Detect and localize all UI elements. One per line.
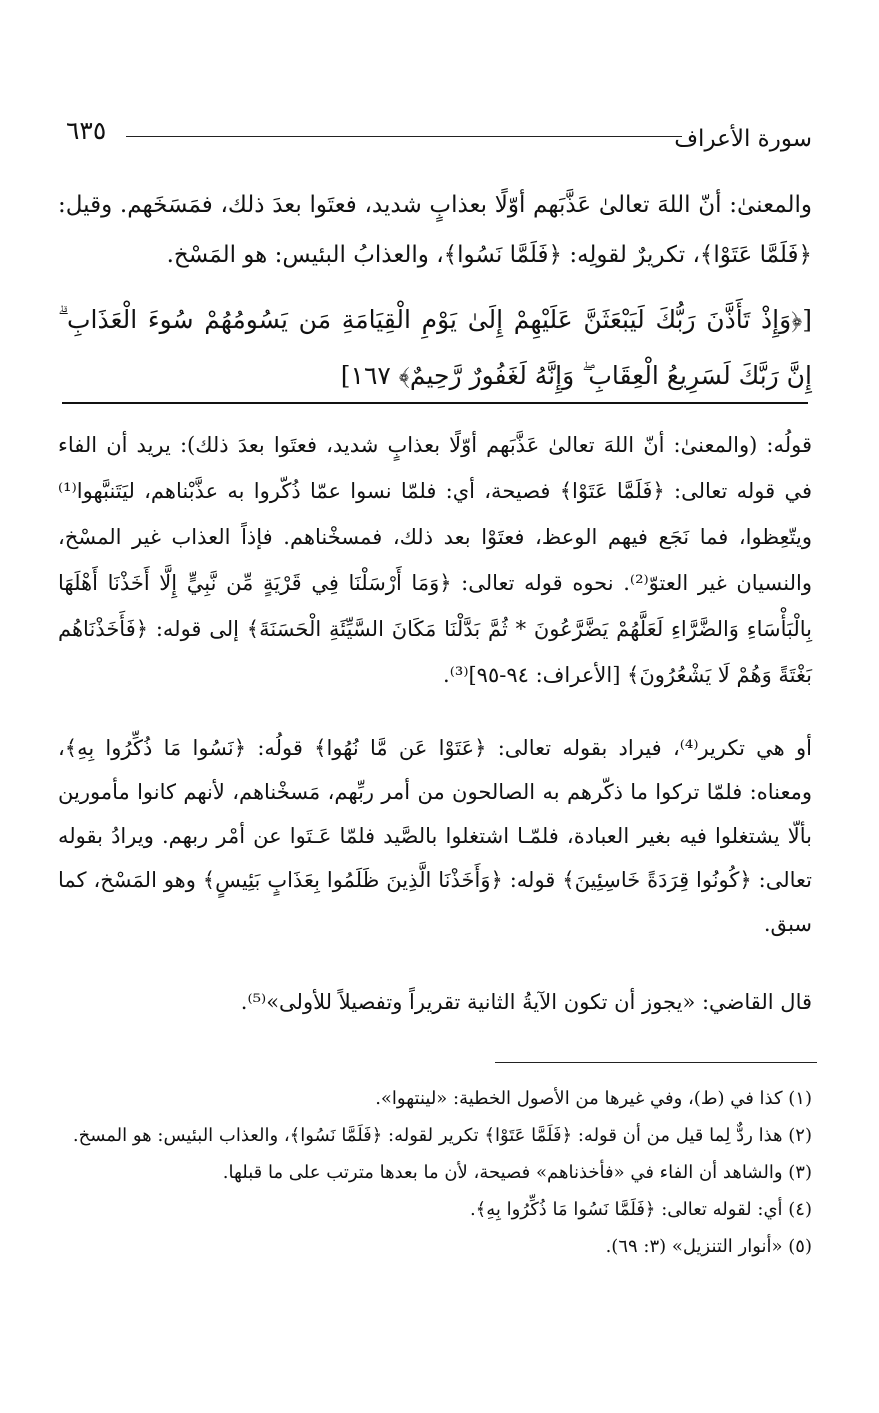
footnote-rule bbox=[495, 1062, 817, 1063]
section-divider bbox=[62, 402, 808, 404]
commentary-paragraph-3: قال القاضي: «يجوز أن تكون الآيةُ الثانية تقريراً وتفصيلاً للأولى»⁽⁵⁾. bbox=[240, 990, 812, 1014]
page-number: ٦٣٥ bbox=[66, 116, 107, 145]
commentary-paragraph-2: أو هي تكرير⁽⁴⁾، فيراد بقوله تعالى: ﴿عَتَوْا عَن مَّا نُهُوا﴾ قولُه: ﴿نَسُوا مَا ذُكِّرُوا بِهِ﴾، ومعناه: فلمّا تركوا ما ذكّرهم به الصالحون من أمر ربِّهم، مَسخْناهم، لأنهم كانوا مأمورين بألّا يشتغلوا فيه بغير العبادة، فلمّـا اشتغلوا بالصَّيد فلمّا عَـتَوا عن أمْر ربهم. ويرادُ بقوله تعالى: ﴿كُونُوا قِرَدَةً خَاسِئِينَ﴾ قوله: ﴿وَأَخَذْنَا الَّذِينَ ظَلَمُوا بِعَذَابٍ بَئِيسٍ﴾ وهو المَسْخ، كما سبق. bbox=[58, 736, 812, 936]
footnote-5: (٥) «أنوار التنزيل» (٣: ٦٩). bbox=[605, 1236, 812, 1257]
main-text: والمعنىٰ: أنّ اللهَ تعالىٰ عَذَّبَهم أوّلًا بعذابٍ شديد، فعتَوا بعدَ ذلك، فمَسَخَهم. وقيل: ﴿فَلَمَّا عَتَوْا﴾، تكريرٌ لقولِه: ﴿فَلَمَّا نَسُوا﴾، والعذابُ البئيس: هو المَسْخ. bbox=[58, 192, 812, 268]
footnote-3: (٣) والشاهد أن الفاء في «فأخذناهم» فصيحة، لأن ما بعدها مترتب على ما قبلها. bbox=[222, 1162, 812, 1183]
surah-name: سورة الأعراف bbox=[674, 126, 812, 152]
footnote-4: (٤) أي: لقوله تعالى: ﴿فَلَمَّا نَسُوا مَا ذُكِّرُوا بِهِ﴾. bbox=[469, 1199, 812, 1220]
footnotes bbox=[58, 1080, 812, 1265]
page-header bbox=[58, 116, 812, 150]
quran-verse: [﴿وَإِذْ تَأَذَّنَ رَبُّكَ لَيَبْعَثَنَّ عَلَيْهِمْ إِلَىٰ يَوْمِ الْقِيَامَةِ مَن يَسُومُهُمْ سُوءَ الْعَذَابِ ۗ إِنَّ رَبَّكَ لَسَرِيعُ الْعِقَابِ ۖ وَإِنَّهُ لَغَفُورٌ رَّحِيمٌ﴾ ١٦٧] bbox=[58, 305, 812, 390]
commentary-paragraph-1: قولُه: (والمعنىٰ: أنّ اللهَ تعالىٰ عَذَّبَهم أوّلًا بعذابٍ شديد، فعتَوا بعدَ ذلك): يريد أن الفاء في قوله تعالى: ﴿فَلَمَّا عَتَوْا﴾ فصيحة، أي: فلمّا نسوا عمّا ذُكّروا به عذَّبْناهم، ليَتَنبَّهوا⁽¹⁾ ويتّعِظوا، فما نَجَع فيهم الوعظ، فعتَوْا بعد ذلك، فمسخْناهم. فإذاً العذاب غير المسْخ، والنسيان غير العتوّ⁽²⁾. نحوه قوله تعالى: ﴿وَمَا أَرْسَلْنَا فِي قَرْيَةٍ مِّن نَّبِيٍّ إِلَّا أَخَذْنَا أَهْلَهَا بِالْبَأْسَاءِ وَالضَّرَّاءِ لَعَلَّهُمْ يَضَّرَّعُونَ * ثُمَّ بَدَّلْنَا مَكَانَ السَّيِّئَةِ الْحَسَنَةَ﴾ إلى قوله: ﴿فَأَخَذْنَاهُم بَغْتَةً وَهُمْ لَا يَشْعُرُونَ﴾ [الأعراف: ٩٤-٩٥]⁽³⁾. bbox=[58, 433, 812, 687]
header-rule bbox=[126, 136, 682, 137]
footnote-1: (١) كذا في (ط)، وفي غيرها من الأصول الخطية: «لينتهوا». bbox=[375, 1088, 812, 1109]
footnote-2: (٢) هذا ردٌّ لِما قيل من أن قوله: ﴿فَلَمَّا عَتَوْا﴾ تكرير لقوله: ﴿فَلَمَّا نَسُوا﴾، والعذاب البئيس: هو المسخ. bbox=[72, 1125, 812, 1146]
